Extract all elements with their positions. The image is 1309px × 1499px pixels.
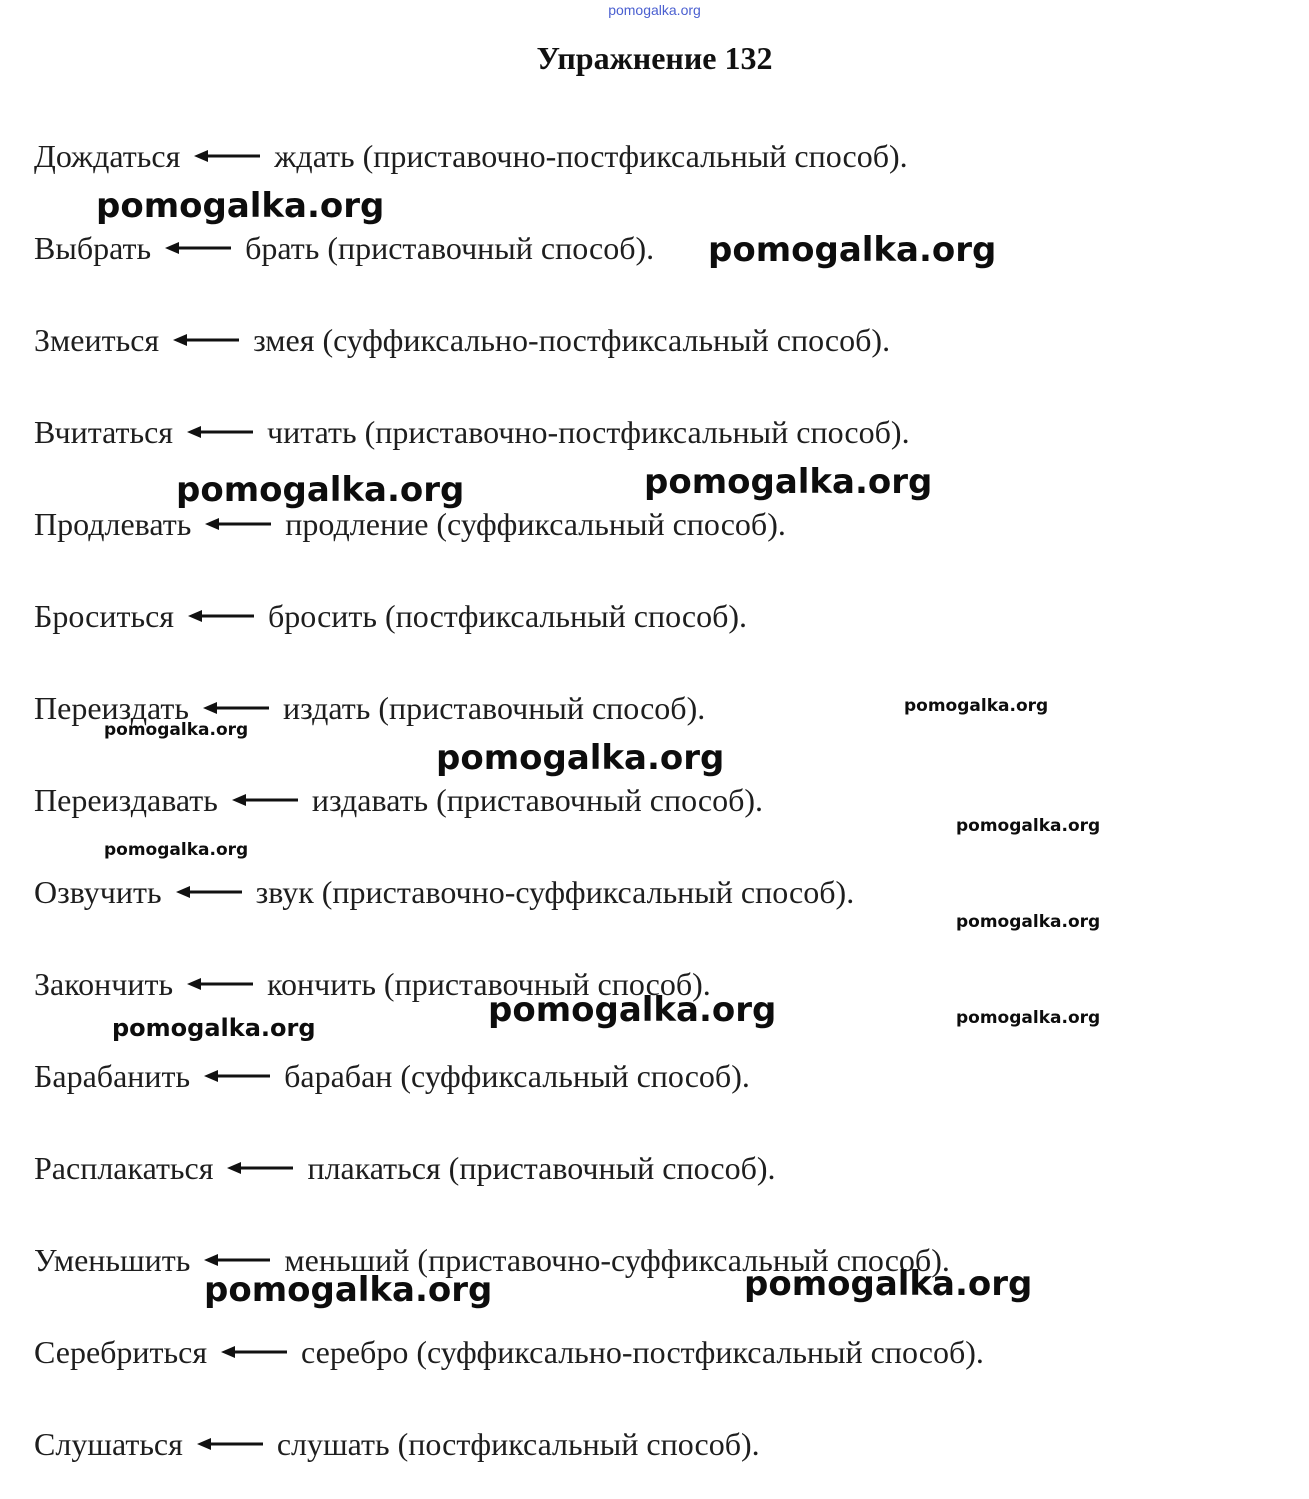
source-word: брать [245,229,320,266]
derived-word: Слушаться [34,1425,183,1462]
row-8 [34,776,763,816]
arrow-left-icon [197,1437,263,1451]
watermark: pomogalka.org [644,462,933,502]
method-text: (приставочно-суффиксальный способ). [321,873,855,910]
derived-word: Озвучить [34,873,162,910]
watermark: pomogalka.org [176,470,465,510]
arrow-left-icon [188,609,254,623]
method-text: (суффиксальный способ). [436,505,786,542]
source-word: меньший [284,1241,410,1278]
derived-word: Переиздавать [34,781,218,818]
watermark: pomogalka.org [104,840,249,860]
derived-word: Дождаться [34,137,181,174]
arrow-left-icon [221,1345,287,1359]
row-4 [34,408,910,448]
arrow-left-icon [205,517,271,531]
method-text: (приставочный способ). [383,965,711,1002]
watermark: pomogalka.org [956,1008,1101,1028]
watermark: pomogalka.org [904,696,1049,716]
watermark: pomogalka.org [488,990,777,1030]
arrow-left-icon [204,1069,270,1083]
row-2 [34,224,654,264]
source-word: плакаться [307,1149,441,1186]
derived-word: Уменьшить [34,1241,191,1278]
derived-word: Закончить [34,965,174,1002]
derived-word: Серебриться [34,1333,208,1370]
watermark: pomogalka.org [96,186,385,226]
watermark: pomogalka.org [744,1264,1033,1304]
method-text: (суффиксальный способ). [400,1057,750,1094]
source-word: читать [267,413,357,450]
top-site-watermark: pomogalka.org [608,2,701,18]
row-9 [34,868,854,908]
derived-word: Продлевать [34,505,192,542]
arrow-left-icon [176,885,242,899]
row-15 [34,1420,760,1460]
method-text: (приставочно-постфиксальный способ). [364,413,910,450]
row-6 [34,592,747,632]
method-text: (приставочно-суффиксальный способ). [417,1241,950,1278]
derived-word: Переиздать [34,689,189,726]
source-word: слушать [276,1425,390,1462]
arrow-left-icon [187,425,253,439]
arrow-left-icon [232,793,298,807]
method-text: (приставочный способ). [378,689,706,726]
row-14 [34,1328,984,1368]
watermark: pomogalka.org [112,1014,316,1042]
row-11 [34,1052,750,1092]
source-word: издавать [311,781,429,818]
watermark: pomogalka.org [204,1270,493,1310]
derived-word: Расплакаться [34,1149,214,1186]
page-title: Упражнение 132 [536,40,773,76]
source-word: ждать [274,137,355,174]
watermark: pomogalka.org [436,738,725,778]
source-word: издать [282,689,371,726]
source-word: бросить [268,597,377,634]
derived-word: Выбрать [34,229,152,266]
watermark: pomogalka.org [956,816,1101,836]
derived-word: Вчитаться [34,413,174,450]
arrow-left-icon [203,701,269,715]
arrow-left-icon [194,149,260,163]
arrow-left-icon [227,1161,293,1175]
row-12 [34,1144,776,1184]
watermark: pomogalka.org [956,912,1101,932]
method-text: (приставочный способ). [327,229,655,266]
watermark: pomogalka.org [708,230,997,270]
arrow-left-icon [187,977,253,991]
watermark: pomogalka.org [104,720,249,740]
source-word: звук [255,873,314,910]
derived-word: Барабанить [34,1057,191,1094]
method-text: (приставочный способ). [448,1149,776,1186]
method-text: (постфиксальный способ). [397,1425,760,1462]
row-1 [34,132,908,172]
method-text: (приставочно-постфиксальный способ). [362,137,908,174]
derived-word: Броситься [34,597,174,634]
source-word: змея [253,321,315,358]
method-text: (суффиксально-постфиксальный способ). [322,321,891,358]
source-word: барабан [284,1057,393,1094]
arrow-left-icon [165,241,231,255]
arrow-left-icon [204,1253,270,1267]
source-word: кончить [267,965,376,1002]
row-3 [34,316,890,356]
source-word: серебро [301,1333,409,1370]
row-7 [34,684,705,724]
method-text: (суффиксально-постфиксальный способ). [416,1333,984,1370]
arrow-left-icon [173,333,239,347]
method-text: (постфиксальный способ). [384,597,748,634]
method-text: (приставочный способ). [436,781,763,818]
source-word: продление [285,505,429,542]
derived-word: Змеиться [34,321,160,358]
